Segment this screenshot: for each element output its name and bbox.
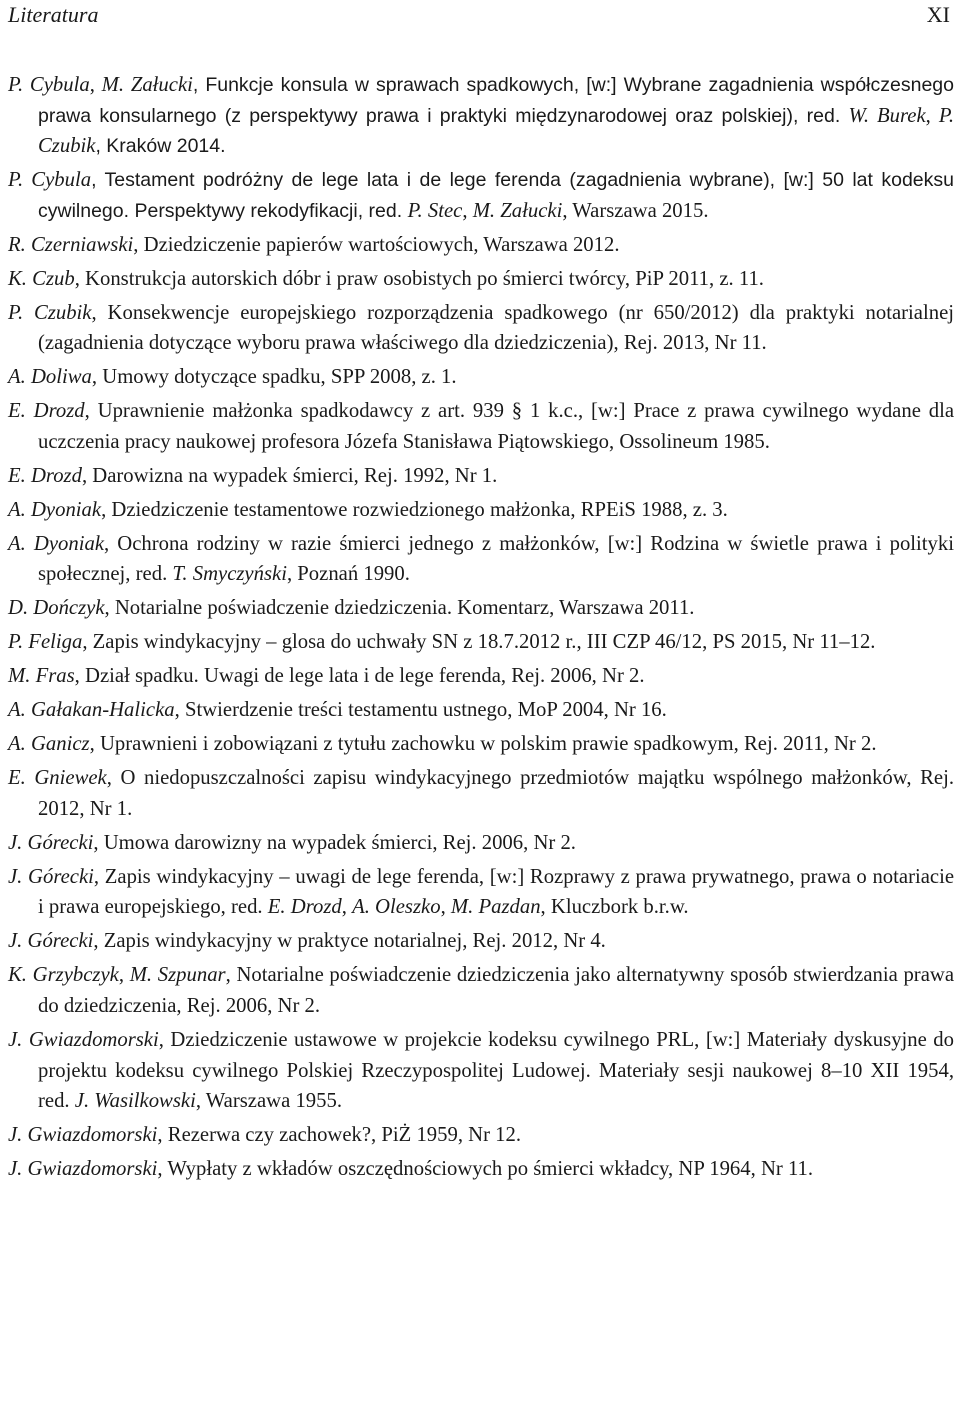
entry-text: , Umowy dotyczące spadku, SPP 2008, z. 1. [91,366,457,389]
author-name: D. Dończyk [8,597,105,620]
author-name: M. Załucki [472,199,563,222]
bibliography-entry [8,763,954,824]
author-name: A. Dyoniak [8,532,105,555]
entry-text: , Stwierdzenie treści testamentu ustnego, MoP 2004, Nr 16. [174,699,667,722]
bibliography-entry [8,298,954,359]
author-name: A. Dyoniak [8,498,102,521]
author-name: W. Burek [848,104,926,127]
author-name: A. Gałakan-Halicka [8,699,175,722]
author-name: M. Załucki [101,74,193,96]
bibliography-entry [8,529,954,590]
entry-text: , Warszawa 2015. [562,199,709,222]
author-name: E. Drozd [8,400,85,423]
author-name: A. Doliwa [8,366,92,389]
author-name: K. Czub [8,267,75,290]
entry-text: , Konstrukcja autorskich dóbr i praw osobistych po śmierci twórcy, PiP 2011, z. 11. [74,267,764,290]
entry-text: , Poznań 1990. [286,563,410,586]
author-name: R. Czerniawski [8,233,134,256]
entry-text: , Notarialne poświadczenie dziedziczenia jako alternatywny sposób stwierdzania prawa do dziedziczenia, Rej. 2006, Nr 2. [38,964,954,1018]
entry-text: , Dziedziczenie papierów wartościowych, Warszawa 2012. [133,233,620,256]
entry-text: , Konsekwencje europejskiego rozporządzenia spadkowego (nr 650/2012) dla praktyki notarialnej (zagadnienia dotyczące wyboru prawa właściwego dla dziedziczenia), Rej. 2013, Nr 11. [38,301,955,355]
entry-text: , Uprawnieni i zobowiązani z tytułu zachowku w polskim prawie spadkowym, Rej. 2011, Nr 2. [89,733,877,756]
entry-text: , [118,964,130,987]
bibliography-entry [8,862,954,923]
author-name: M. Fras [8,665,75,688]
bibliography-entry [8,695,954,726]
entry-text: , Ochrona rodziny w razie śmierci jednego z małżonków, [w:] Rodzina w świetle prawa i polityki społecznej, red. [38,532,954,586]
bibliography-entry [8,729,954,760]
author-name: J. Gwiazdomorski [8,1124,158,1147]
entry-text: , Notarialne poświadczenie dziedziczenia. Komentarz, Warszawa 2011. [104,597,695,620]
author-name: J. Gwiazdomorski [8,1029,159,1052]
entry-text: , Zapis windykacyjny – uwagi de lege ferenda, [w:] Rozprawy z prawa prywatnego, prawa o notariacie i prawa europejskiego, red. [38,865,955,919]
entry-text: , Kluczbork b.r.w. [540,896,689,919]
author-name: E. Drozd [8,464,82,487]
entry-text: , Dziedziczenie ustawowe w projekcie kodeksu cywilnego PRL, [w:] Materiały dyskusyjne do projektu kodeksu cywilnego Polskiej Rzeczypospolitej Ludowej. Materiały sesji naukowej 8–10 XII 1954, red. [38,1029,954,1113]
author-name: T. Smyczyński [172,563,287,586]
author-name: P. Czubik [38,104,954,158]
bibliography-entry [8,828,954,859]
entry-text: , [440,896,451,919]
bibliography-entry [8,627,954,658]
author-name: J. Wasilkowski [74,1090,196,1113]
running-head [8,0,954,30]
entry-text: , Funkcje konsula w sprawach spadkowych, [w:] Wybrane zagadnienia współczesnego prawa konsularnego (z perspektywy prawa i praktyki międzynarodowej oraz polskiej), red. [38,74,954,127]
author-name: E. Gniewek [8,767,107,790]
author-name: P. Cybula [8,169,92,192]
bibliography-entry [8,70,954,162]
author-name: E. Drozd [267,896,342,919]
author-name: K. Grzybczyk [8,964,119,987]
author-name: J. Górecki [8,865,94,888]
bibliography-entry [8,495,954,526]
entry-text: , Dział spadku. Uwagi de lege lata i de lege ferenda, Rej. 2006, Nr 2. [74,665,645,688]
author-name: A. Oleszko [352,896,441,919]
entry-text: , Wypłaty z wkładów oszczędnościowych po śmierci wkładcy, NP 1964, Nr 11. [157,1158,814,1181]
bibliography-entry [8,461,954,492]
section-title: Literatura [8,2,99,27]
author-name: P. Cybula [8,74,90,96]
author-name: A. Ganicz [8,733,90,756]
entry-text: , [89,74,102,96]
author-name: P. Feliga [8,631,83,654]
entry-text: , Zapis windykacyjny – glosa do uchwały SN z 18.7.2012 r., III CZP 46/12, PS 2015, Nr 11–12. [82,631,876,654]
entry-text: , Kraków 2014. [95,135,226,158]
bibliography-entry [8,396,954,457]
bibliography-entry [8,593,954,624]
bibliography-entry [8,264,954,295]
entry-text: , Uprawnienie małżonka spadkodawcy z art. 939 § 1 k.c., [w:] Prace z prawa cywilnego wydane dla uczczenia pracy naukowej profesora Józefa Stanisława Piątowskiego, Ossolineum 1985. [38,400,954,453]
bibliography-entry [8,1154,954,1185]
author-name: P. Stec [407,199,463,222]
bibliography-entry [8,661,954,692]
bibliography-entry [8,926,954,957]
entry-text: , [462,199,473,222]
bibliography-entry [8,1025,954,1117]
bibliography-entry [8,960,954,1021]
author-name: J. Górecki [8,930,94,953]
bibliography-entry [8,230,954,261]
page-number: XI [926,2,950,27]
entry-text: , O niedopuszczalności zapisu windykacyjnego przedmiotów majątku wspólnego małżonków, Rej. 2012, Nr 1. [38,767,954,820]
author-name: M. Szpunar [129,964,226,987]
author-name: M. Pazdan [450,896,541,919]
bibliography-entry [8,1120,954,1151]
entry-text: , Umowa darowizny na wypadek śmierci, Rej. 2006, Nr 2. [93,831,576,854]
entry-text: , [925,104,939,127]
entry-text: , Rezerwa czy zachowek?, PiŻ 1959, Nr 12. [157,1124,522,1147]
author-name: J. Gwiazdomorski [8,1158,158,1181]
bibliography-list [8,70,954,1185]
author-name: J. Górecki [8,831,94,854]
entry-text: , [341,896,353,919]
bibliography-entry [8,165,954,226]
bibliography-entry [8,362,954,393]
author-name: P. Czubik [8,301,92,324]
entry-text: , Warszawa 1955. [195,1090,342,1113]
entry-text: , Darowizna na wypadek śmierci, Rej. 1992, Nr 1. [81,464,498,487]
entry-text: , Zapis windykacyjny w praktyce notarialnej, Rej. 2012, Nr 4. [93,930,606,953]
entry-text: , Dziedziczenie testamentowe rozwiedzionego małżonka, RPEiS 1988, z. 3. [101,498,728,521]
entry-text: , Testament podróżny de lege lata i de lege ferenda (zagadnienia wybrane), [w:] 50 lat kodeksu cywilnego. Perspektywy rekodyfikacji, red. [38,169,954,222]
